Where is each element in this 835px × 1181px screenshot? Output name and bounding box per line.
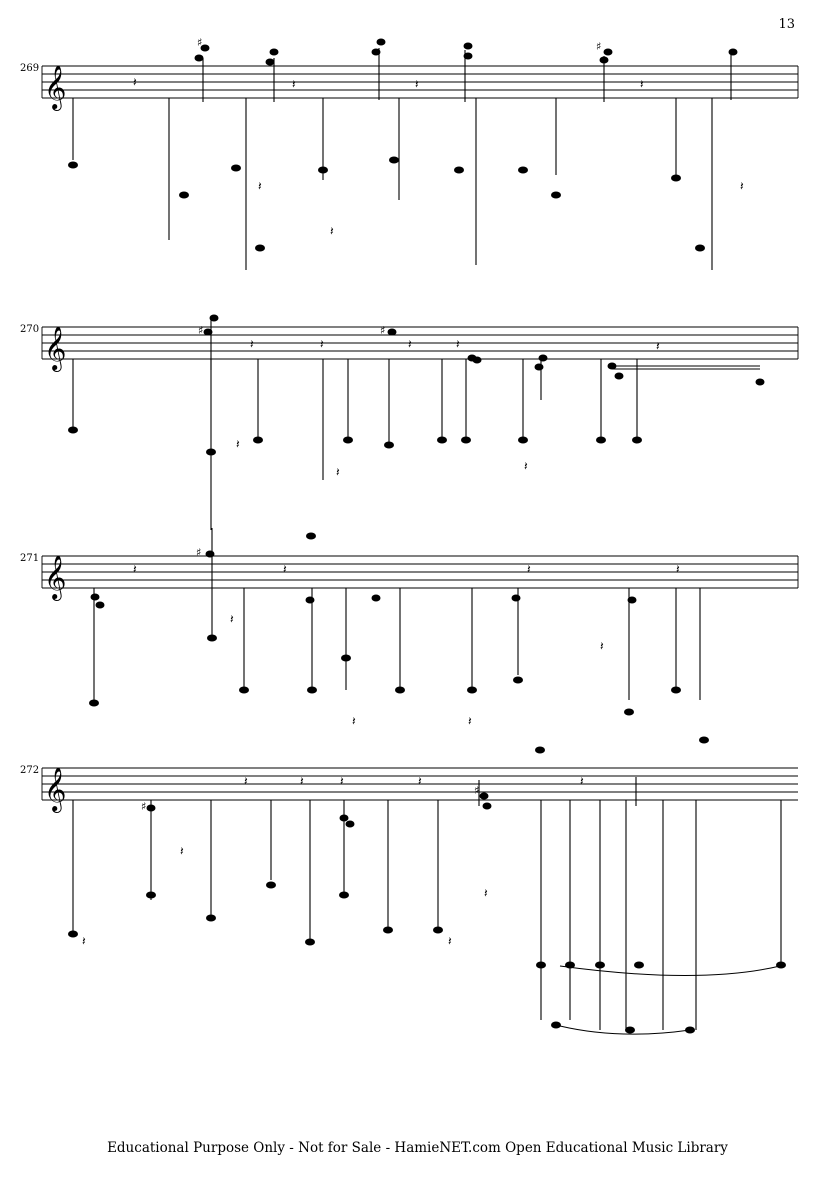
staff-lines bbox=[42, 66, 798, 98]
svg-text:𝄽: 𝄽 bbox=[656, 339, 660, 353]
rests bbox=[236, 337, 660, 479]
ledger-stems bbox=[89, 588, 709, 754]
system-2 bbox=[20, 315, 798, 540]
svg-text:𝄽: 𝄽 bbox=[292, 77, 296, 91]
svg-text:𝄽: 𝄽 bbox=[82, 934, 86, 948]
svg-text:𝄽: 𝄽 bbox=[180, 844, 184, 858]
svg-text:𝄽: 𝄽 bbox=[456, 337, 460, 351]
svg-text:𝄽: 𝄽 bbox=[352, 714, 356, 728]
svg-text:𝄽: 𝄽 bbox=[484, 886, 488, 900]
measure-number: 269 bbox=[20, 63, 40, 74]
svg-text:𝄽: 𝄽 bbox=[244, 774, 248, 788]
svg-text:𝄽: 𝄽 bbox=[300, 774, 304, 788]
ledger-stems bbox=[68, 359, 642, 540]
svg-text:𝄽: 𝄽 bbox=[740, 179, 744, 193]
rests bbox=[133, 75, 744, 238]
footer-copyright: Educational Purpose Only - Not for Sale - HamieNET.com Open Educational Music Library bbox=[107, 1140, 728, 1156]
svg-text:𝄽: 𝄽 bbox=[600, 639, 604, 653]
measure-number: 270 bbox=[20, 324, 40, 335]
svg-text:𝄽: 𝄽 bbox=[283, 562, 287, 576]
ledger-stems bbox=[68, 800, 786, 1034]
svg-text:♯: ♯ bbox=[196, 546, 202, 559]
svg-text:𝄽: 𝄽 bbox=[580, 774, 584, 788]
svg-text:𝄽: 𝄽 bbox=[524, 459, 528, 473]
page-number: 13 bbox=[778, 17, 795, 32]
ledger-stems bbox=[68, 98, 712, 270]
svg-text:𝄽: 𝄽 bbox=[133, 75, 137, 89]
rests bbox=[133, 562, 680, 728]
svg-text:♯: ♯ bbox=[197, 36, 203, 49]
svg-text:𝄽: 𝄽 bbox=[640, 77, 644, 91]
measure-number: 271 bbox=[20, 553, 40, 564]
svg-text:♯: ♯ bbox=[474, 784, 480, 797]
treble-clef-icon: 𝄞 bbox=[44, 326, 67, 370]
upper-notes bbox=[91, 528, 637, 609]
svg-text:𝄽: 𝄽 bbox=[468, 714, 472, 728]
svg-text:𝄽: 𝄽 bbox=[250, 337, 254, 351]
svg-text:𝄽: 𝄽 bbox=[330, 224, 334, 238]
svg-text:♯: ♯ bbox=[596, 40, 602, 53]
svg-text:𝄽: 𝄽 bbox=[418, 774, 422, 788]
svg-text:𝄽: 𝄽 bbox=[336, 465, 340, 479]
treble-clef-icon: 𝄞 bbox=[44, 65, 67, 109]
svg-text:♯: ♯ bbox=[198, 324, 204, 337]
svg-text:𝄽: 𝄽 bbox=[408, 337, 412, 351]
staff-lines bbox=[42, 327, 798, 359]
measure-number: 272 bbox=[20, 765, 40, 776]
system-1 bbox=[20, 36, 798, 270]
upper-notes bbox=[195, 36, 738, 102]
svg-text:𝄽: 𝄽 bbox=[415, 77, 419, 91]
svg-text:𝄽: 𝄽 bbox=[448, 934, 452, 948]
system-3 bbox=[20, 528, 798, 754]
svg-text:𝄽: 𝄽 bbox=[340, 774, 344, 788]
svg-text:𝄽: 𝄽 bbox=[527, 562, 531, 576]
treble-clef-icon: 𝄞 bbox=[44, 555, 67, 599]
svg-text:𝄽: 𝄽 bbox=[230, 612, 234, 626]
treble-clef-icon: 𝄞 bbox=[44, 767, 67, 811]
system-4 bbox=[20, 765, 798, 1034]
svg-text:𝄽: 𝄽 bbox=[320, 337, 324, 351]
svg-text:𝄽: 𝄽 bbox=[236, 437, 240, 451]
svg-text:♯: ♯ bbox=[380, 324, 386, 337]
svg-text:♯: ♯ bbox=[141, 800, 147, 813]
svg-text:𝄽: 𝄽 bbox=[258, 179, 262, 193]
svg-text:𝄽: 𝄽 bbox=[676, 562, 680, 576]
svg-text:𝄽: 𝄽 bbox=[133, 562, 137, 576]
staff-lines bbox=[42, 556, 798, 588]
